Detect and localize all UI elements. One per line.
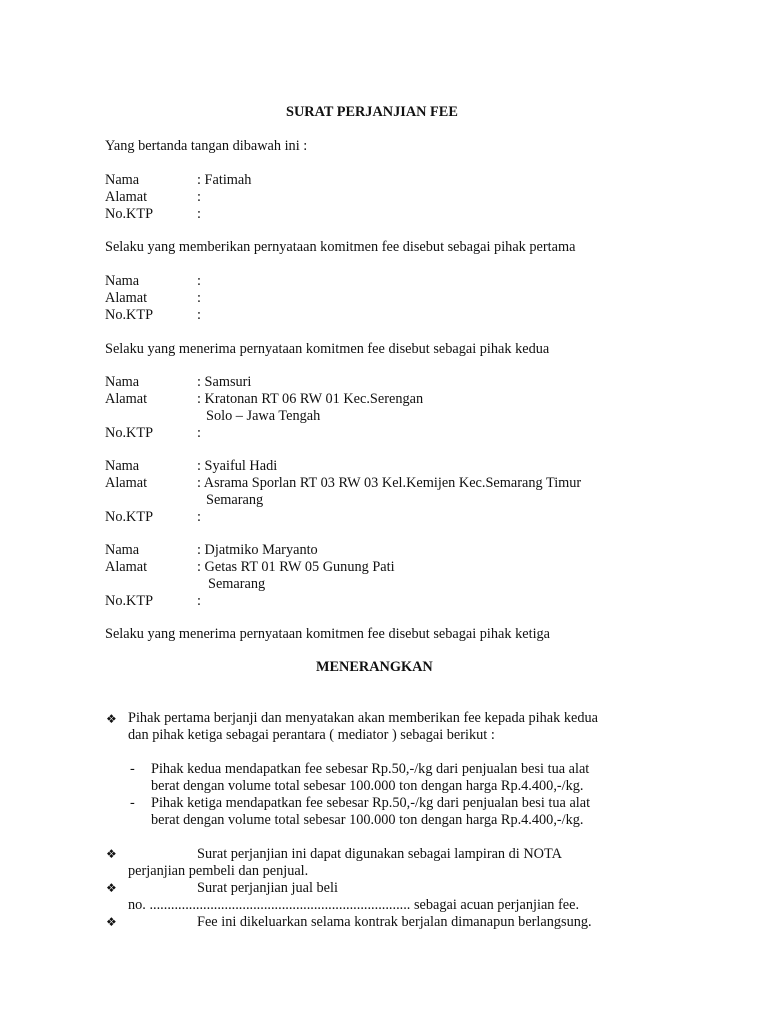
party3-statement: Selaku yang menerima pernyataan komitmen fee disebut sebagai pihak ketiga (105, 626, 551, 642)
subitem-dash: - (130, 795, 135, 811)
diamond-bullet-icon: ❖ (106, 881, 117, 895)
party3c-nama-label: Nama (105, 542, 140, 558)
party3b-alamat-label: Alamat (105, 475, 148, 491)
party1-nama-label: Nama (105, 172, 140, 188)
section-heading: MENERANGKAN (316, 659, 433, 675)
party1-alamat-value: : (197, 189, 201, 205)
clause1-line1: Pihak pertama berjanji dan menyatakan akan memberikan fee kepada pihak kedua (128, 710, 599, 726)
party3a-alamat-line2: Solo – Jawa Tengah (206, 408, 321, 424)
clause3-line2: no. ......................................................................... sebagai acuan perjanjian fee. (128, 897, 580, 913)
party3a-alamat-label: Alamat (105, 391, 148, 407)
party3c-ktp-value: : (197, 593, 201, 609)
subitem-line1: Pihak kedua mendapatkan fee sebesar Rp.50,-/kg dari penjualan besi tua alat (151, 761, 590, 777)
party3a-alamat-line1: : Kratonan RT 06 RW 01 Kec.Serengan (197, 391, 424, 407)
party3b-nama-label: Nama (105, 458, 140, 474)
clause2-line2: perjanjian pembeli dan penjual. (128, 863, 309, 879)
party3b-alamat-line1: : Asrama Sporlan RT 03 RW 03 Kel.Kemijen Kec.Semarang Timur (197, 475, 582, 491)
party3b-alamat-line2: Semarang (206, 492, 264, 508)
party3b-ktp-value: : (197, 509, 201, 525)
intro-text: Yang bertanda tangan dibawah ini : (105, 138, 308, 154)
diamond-bullet-icon: ❖ (106, 915, 117, 929)
subitem-line2: berat dengan volume total sebesar 100.000 ton dengan harga Rp.4.400,-/kg. (151, 812, 584, 828)
party2-nama-label: Nama (105, 273, 140, 289)
clause2-line1: Surat perjanjian ini dapat digunakan sebagai lampiran di NOTA (197, 846, 562, 862)
party1-alamat-label: Alamat (105, 189, 148, 205)
diamond-bullet-icon: ❖ (106, 712, 117, 726)
party2-ktp-label: No.KTP (105, 307, 154, 323)
party2-alamat-value: : (197, 290, 201, 306)
party3b-nama-value: : Syaiful Hadi (197, 458, 278, 474)
party2-nama-value: : (197, 273, 201, 289)
party3c-alamat-line1: : Getas RT 01 RW 05 Gunung Pati (197, 559, 395, 575)
party3a-nama-label: Nama (105, 374, 140, 390)
document-title: SURAT PERJANJIAN FEE (286, 104, 458, 120)
party2-statement: Selaku yang menerima pernyataan komitmen fee disebut sebagai pihak kedua (105, 341, 550, 357)
clause4-line1: Fee ini dikeluarkan selama kontrak berjalan dimanapun berlangsung. (197, 914, 592, 930)
party1-ktp-label: No.KTP (105, 206, 154, 222)
party3b-ktp-label: No.KTP (105, 509, 154, 525)
subitem-line1: Pihak ketiga mendapatkan fee sebesar Rp.50,-/kg dari penjualan besi tua alat (151, 795, 591, 811)
party3a-ktp-value: : (197, 425, 201, 441)
party2-ktp-value: : (197, 307, 201, 323)
clause3-line1: Surat perjanjian jual beli (197, 880, 338, 896)
diamond-bullet-icon: ❖ (106, 847, 117, 861)
subitem-dash: - (130, 761, 135, 777)
party3a-nama-value: : Samsuri (197, 374, 252, 390)
party3a-ktp-label: No.KTP (105, 425, 154, 441)
party3c-alamat-line2: Semarang (208, 576, 266, 592)
party1-statement: Selaku yang memberikan pernyataan komitmen fee disebut sebagai pihak pertama (105, 239, 576, 255)
party3c-alamat-label: Alamat (105, 559, 148, 575)
party1-nama-value: : Fatimah (197, 172, 252, 188)
subitem-line2: berat dengan volume total sebesar 100.000 ton dengan harga Rp.4.400,-/kg. (151, 778, 584, 794)
party1-ktp-value: : (197, 206, 201, 222)
party3c-nama-value: : Djatmiko Maryanto (197, 542, 318, 558)
party3c-ktp-label: No.KTP (105, 593, 154, 609)
party2-alamat-label: Alamat (105, 290, 148, 306)
clause1-line2: dan pihak ketiga sebagai perantara ( mediator ) sebagai berikut : (128, 727, 495, 743)
